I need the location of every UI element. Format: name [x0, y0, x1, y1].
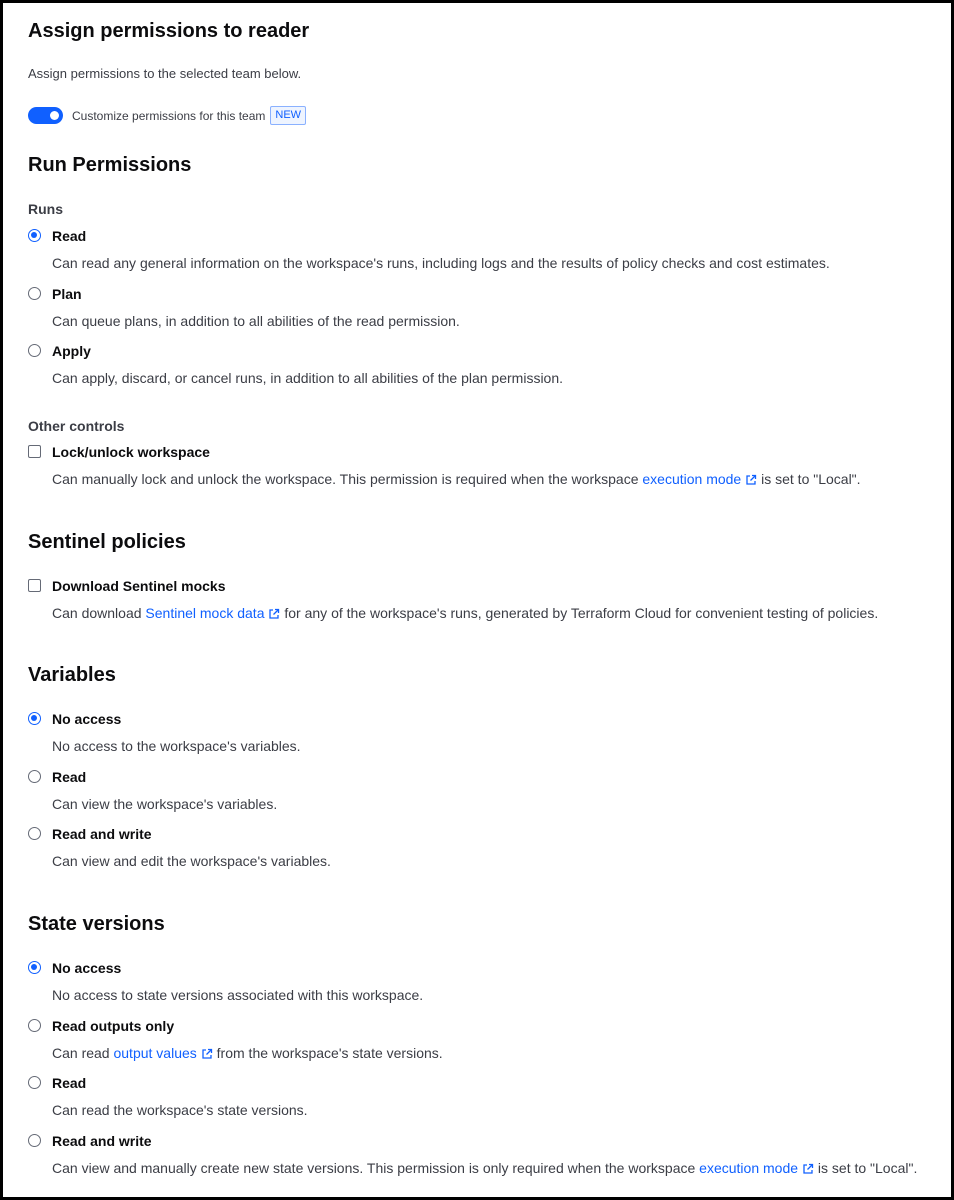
output-values-link[interactable]: [113, 1045, 212, 1061]
state-read-radio[interactable]: [28, 1076, 41, 1089]
state-read-write-description: [52, 1160, 917, 1176]
runs-read-description: Can read any general information on the workspace's runs, including logs and the results of policy checks and cost estimates.: [52, 255, 830, 271]
variables-no-access-radio[interactable]: [28, 712, 41, 725]
variables-read-description: Can view the workspace's variables.: [52, 796, 278, 812]
runs-apply-description: Can apply, discard, or cancel runs, in addition to all abilities of the plan permission.: [52, 370, 564, 386]
lock-desc-after: is set to "Local".: [761, 471, 861, 487]
state-read-outputs-description: [52, 1045, 443, 1061]
state-read-description: Can read the workspace's state versions.: [52, 1102, 308, 1118]
read-write-desc-after: is set to "Local".: [817, 1160, 918, 1176]
variables-read-label[interactable]: Read: [52, 769, 87, 785]
variables-no-access-label[interactable]: No access: [52, 711, 122, 727]
state-versions-heading: State versions: [28, 913, 165, 935]
state-read-outputs-radio[interactable]: [28, 1019, 41, 1032]
customize-toggle-row: [28, 106, 306, 125]
variables-read-radio[interactable]: [28, 770, 41, 783]
execution-mode-link-2[interactable]: [699, 1160, 814, 1176]
external-link-icon: [201, 1048, 213, 1060]
variables-no-access-description: No access to the workspace's variables.: [52, 738, 301, 754]
read-outputs-desc-text: Can read: [52, 1045, 110, 1061]
toggle-knob: [50, 111, 59, 120]
state-read-write-radio[interactable]: [28, 1134, 41, 1147]
variables-read-write-radio[interactable]: [28, 827, 41, 840]
runs-read-radio[interactable]: [28, 229, 41, 242]
state-read-outputs-label[interactable]: Read outputs only: [52, 1018, 175, 1034]
runs-read-label[interactable]: Read: [52, 228, 87, 244]
lock-desc-text: Can manually lock and unlock the workspace. This permission is required when the workspace: [52, 471, 639, 487]
customize-permissions-label: Customize permissions for this team: [72, 108, 266, 123]
output-values-link-text: output values: [113, 1045, 197, 1061]
runs-plan-radio[interactable]: [28, 287, 41, 300]
customize-permissions-toggle[interactable]: [28, 107, 63, 124]
page-title: Assign permissions to reader: [28, 20, 310, 42]
lock-workspace-checkbox[interactable]: [28, 445, 41, 458]
runs-plan-label[interactable]: Plan: [52, 286, 82, 302]
runs-apply-label[interactable]: Apply: [52, 343, 91, 359]
lock-workspace-label[interactable]: Lock/unlock workspace: [52, 444, 210, 460]
sentinel-desc-text: Can download: [52, 605, 142, 621]
sentinel-mocks-label[interactable]: Download Sentinel mocks: [52, 578, 226, 594]
external-link-icon: [745, 474, 757, 486]
sentinel-mocks-description: [52, 605, 878, 621]
sentinel-mock-data-link[interactable]: [145, 605, 280, 621]
variables-read-write-description: Can view and edit the workspace's variables.: [52, 853, 331, 869]
run-permissions-heading: Run Permissions: [28, 154, 192, 176]
state-read-label[interactable]: Read: [52, 1075, 87, 1091]
runs-group-label: Runs: [28, 201, 63, 217]
read-write-desc-text: Can view and manually create new state versions. This permission is only required when the workspace: [52, 1160, 696, 1176]
variables-read-write-label[interactable]: Read and write: [52, 826, 152, 842]
external-link-icon: [802, 1163, 814, 1175]
new-badge: NEW: [270, 106, 306, 125]
sentinel-mocks-checkbox[interactable]: [28, 579, 41, 592]
runs-plan-description: Can queue plans, in addition to all abilities of the read permission.: [52, 313, 460, 329]
external-link-icon: [268, 608, 280, 620]
sentinel-heading: Sentinel policies: [28, 531, 186, 553]
runs-apply-radio[interactable]: [28, 344, 41, 357]
state-no-access-description: No access to state versions associated with this workspace.: [52, 987, 424, 1003]
execution-mode-link-2-text: execution mode: [699, 1160, 799, 1176]
sentinel-mock-data-link-text: Sentinel mock data: [145, 605, 265, 621]
state-read-write-label[interactable]: Read and write: [52, 1133, 152, 1149]
page-subtitle: Assign permissions to the selected team below.: [28, 66, 302, 81]
variables-heading: Variables: [28, 664, 116, 686]
lock-workspace-description: [52, 471, 861, 487]
state-no-access-label[interactable]: No access: [52, 960, 122, 976]
other-controls-label: Other controls: [28, 418, 125, 434]
execution-mode-link-text: execution mode: [642, 471, 742, 487]
state-no-access-radio[interactable]: [28, 961, 41, 974]
sentinel-desc-after: for any of the workspace's runs, generated by Terraform Cloud for convenient testing of policies.: [284, 605, 879, 621]
execution-mode-link[interactable]: [642, 471, 757, 487]
read-outputs-desc-after: from the workspace's state versions.: [216, 1045, 443, 1061]
